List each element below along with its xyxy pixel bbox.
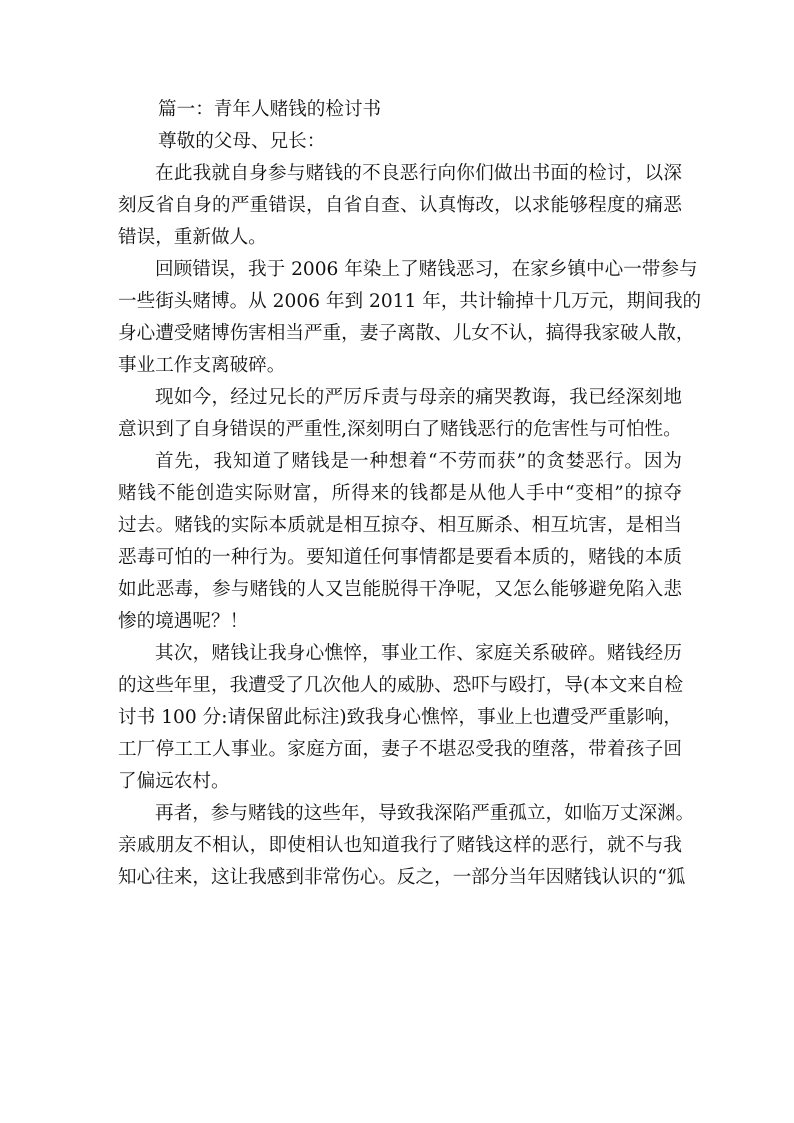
paragraph-line: 事业工作支离破碎。 (118, 355, 286, 376)
paragraph-line: 亲戚朋友不相认，即使相认也知道我行了赌钱这样的恶行，就不与我 (118, 835, 682, 856)
salutation: 尊敬的父母、兄长： (158, 131, 326, 152)
paragraph (118, 638, 682, 798)
paragraph-line: 惨的境遇呢？！ (118, 611, 249, 632)
paragraph-line: 赌钱不能创造实际财富，所得来的钱都是从他人手中“变相”的掠夺 (118, 483, 682, 504)
paragraph-line: 现如今，经过兄长的严厉斥责与母亲的痛哭教诲，我已经深刻地 (155, 387, 682, 408)
paragraph-line: 恶毒可怕的一种行为。要知道任何事情都是要看本质的，赌钱的本质 (118, 547, 682, 568)
paragraph (118, 158, 682, 254)
paragraph-line: 刻反省自身的严重错误，自省自查、认真悔改，以求能够程度的痛恶 (118, 195, 682, 216)
paragraph-line: 工厂停工工人事业。家庭方面，妻子不堪忍受我的堕落，带着孩子回 (118, 739, 682, 760)
paragraph-line: 过去。赌钱的实际本质就是相互掠夺、相互厮杀、相互坑害，是相当 (118, 515, 682, 536)
paragraph-line: 其次，赌钱让我身心憔悴，事业工作、家庭关系破碎。赌钱经历 (155, 643, 682, 664)
paragraph-line: 讨书 100 分:请保留此标注)致我身心憔悴，事业上也遭受严重影响， (118, 707, 682, 728)
paragraph-line: 身心遭受赌博伤害相当严重，妻子离散、儿女不认，搞得我家破人散， (118, 323, 695, 344)
paragraph-line: 再者，参与赌钱的这些年，导致我深陷严重孤立，如临万丈深渊。 (155, 803, 695, 824)
paragraph (118, 382, 682, 446)
paragraph-line: 回顾错误，我于 2006 年染上了赌钱恶习，在家乡镇中心一带参与 (155, 259, 698, 280)
paragraph-line: 在此我就自身参与赌钱的不良恶行向你们做出书面的检讨，以深 (155, 163, 682, 184)
paragraph (118, 798, 695, 894)
paragraph-line: 错误，重新做人。 (118, 227, 267, 248)
paragraph-line: 一些街头赌博。从 2006 年到 2011 年，共计输掉十几万元，期间我的 (118, 291, 702, 312)
paragraph-line: 了偏远农村。 (118, 771, 230, 792)
document-title: 篇一：青年人赌钱的检讨书 (158, 99, 382, 120)
paragraph-line: 知心往来，这让我感到非常伤心。反之，一部分当年因赌钱认识的“狐 (118, 867, 686, 888)
document-body (118, 158, 702, 894)
paragraph (118, 446, 682, 638)
paragraph-line: 的这些年里，我遭受了几次他人的威胁、恐吓与殴打，导(本文来自检 (118, 675, 684, 696)
paragraph-line: 意识到了自身错误的严重性,深刻明白了赌钱恶行的危害性与可怕性。 (118, 419, 682, 440)
paragraph-line: 首先，我知道了赌钱是一种想着“不劳而获”的贪婪恶行。因为 (155, 451, 682, 472)
paragraph (118, 254, 702, 382)
document-page (118, 94, 702, 894)
paragraph-line: 如此恶毒，参与赌钱的人又岂能脱得干净呢，又怎么能够避免陷入悲 (118, 579, 682, 600)
